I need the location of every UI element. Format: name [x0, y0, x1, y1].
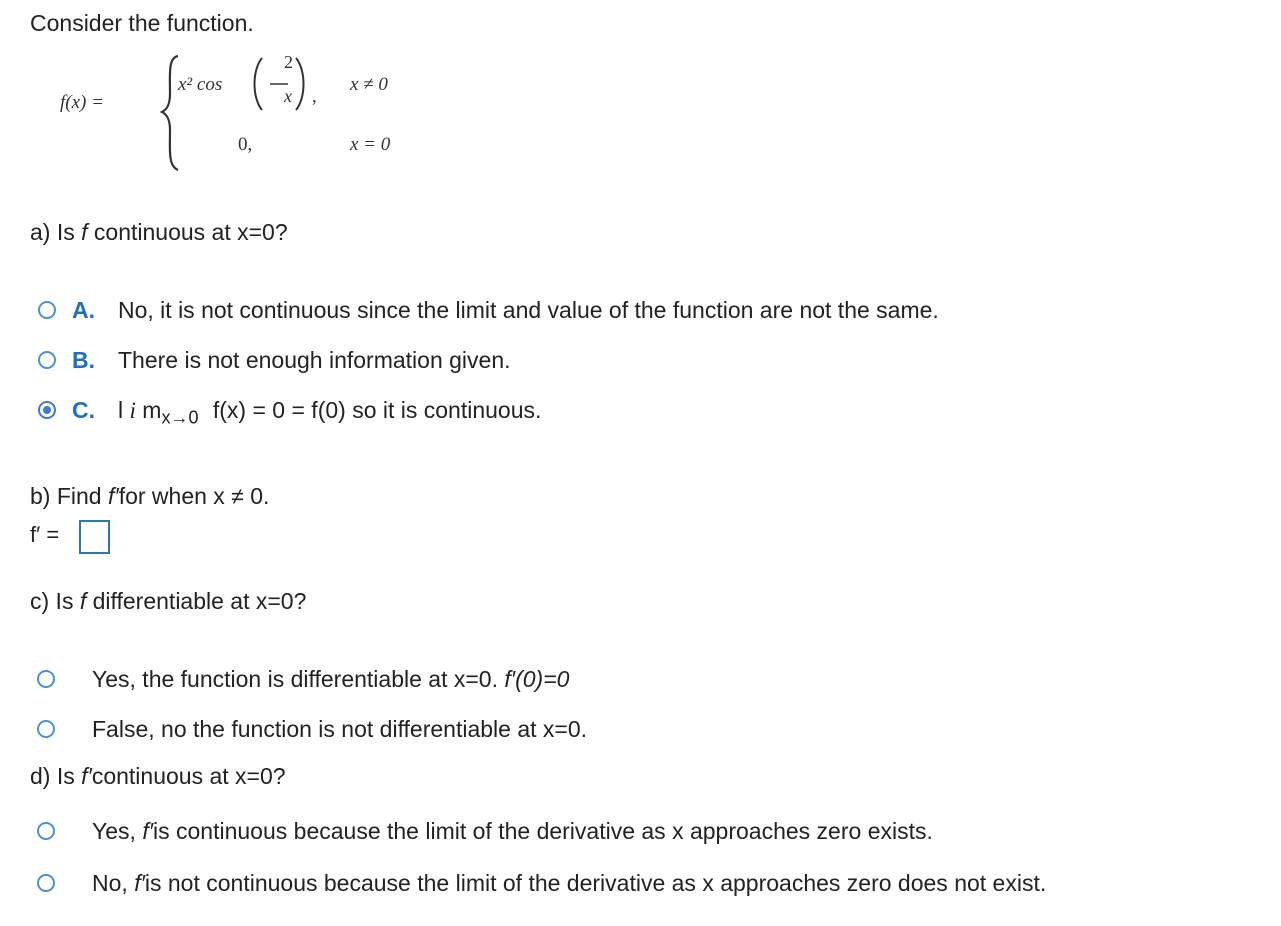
fraction-denominator: x — [284, 86, 292, 106]
left-paren — [255, 58, 263, 110]
radio-a-option-a[interactable] — [38, 301, 56, 319]
function-fprime: f′ — [134, 870, 145, 896]
radio-c-option-false[interactable] — [37, 720, 55, 738]
option-c-statement: f(x) = 0 = f(0) so it is continuous. — [212, 397, 542, 423]
fprime-zero-value: f′(0)=0 — [504, 666, 570, 692]
case1-condition: x ≠ 0 — [350, 74, 388, 95]
option-c-letter: C. — [72, 397, 95, 423]
question-b-prefix: b) Find — [30, 483, 108, 509]
lim-m: m — [142, 397, 162, 423]
lim-subscript: x→0 — [161, 407, 199, 428]
radio-a-option-c[interactable] — [38, 401, 56, 419]
piecewise-formula — [60, 46, 460, 176]
option-d-yes-text — [92, 818, 933, 845]
fraction-numerator: 2 — [284, 52, 293, 72]
question-d-suffix: continuous at x=0? — [91, 763, 286, 789]
question-a-suffix: continuous at x=0? — [87, 219, 288, 245]
lim-i: i — [129, 398, 136, 423]
case1-comma: , — [312, 86, 317, 107]
question-c — [30, 588, 306, 615]
fprime-answer-input[interactable] — [79, 520, 110, 554]
radio-c-option-yes[interactable] — [37, 670, 55, 688]
function-f: f — [79, 588, 87, 614]
question-b-suffix: for when x ≠ 0. — [118, 483, 270, 509]
question-c-prefix: c) Is — [30, 588, 80, 614]
option-c-yes-statement: Yes, the function is differentiable at x=0. — [92, 666, 505, 692]
case2-condition: x = 0 — [350, 134, 391, 155]
option-d-no-pre: No, — [92, 870, 135, 896]
option-a-text: No, it is not continuous since the limit and value of the function are not the same. — [118, 297, 939, 323]
lim-l: l — [118, 397, 124, 423]
question-c-suffix: differentiable at x=0? — [86, 588, 307, 614]
question-d — [30, 763, 286, 790]
radio-a-option-b[interactable] — [38, 351, 56, 369]
function-fprime: f′ — [142, 818, 154, 844]
parenthesized-fraction — [250, 54, 310, 114]
radio-d-option-yes[interactable] — [37, 822, 55, 840]
option-b-text: There is not enough information given. — [118, 347, 511, 373]
case2-expression: 0, — [238, 134, 253, 155]
option-c-text — [118, 397, 541, 429]
question-b — [30, 483, 269, 510]
question-a-prefix: a) Is — [30, 219, 82, 245]
option-d-yes-pre: Yes, — [92, 818, 143, 844]
question-a — [30, 219, 288, 246]
option-b-letter: B. — [72, 347, 95, 373]
option-a-letter: A. — [72, 297, 95, 323]
function-f: f — [81, 219, 88, 245]
problem-title: Consider the function. — [30, 10, 254, 36]
function-fprime: f′ — [81, 763, 92, 789]
question-d-prefix: d) Is — [30, 763, 82, 789]
option-d-no-text — [92, 870, 1046, 897]
option-c-yes-text — [92, 666, 569, 693]
formula-lhs: f(x) = — [60, 92, 104, 113]
option-c-false-text: False, no the function is not differentiable at x=0. — [92, 716, 588, 742]
case1-expression: x² cos — [178, 74, 223, 95]
option-d-no-statement: is not continuous because the limit of the derivative as x approaches zero does not exist. — [144, 870, 1047, 896]
left-brace-icon — [160, 54, 182, 174]
answer-label: f′ = — [30, 522, 60, 547]
radio-d-option-no[interactable] — [37, 874, 55, 892]
option-d-yes-statement: is continuous because the limit of the derivative as x approaches zero exists. — [153, 818, 933, 844]
right-paren — [296, 58, 304, 110]
function-fprime: f′ — [107, 483, 119, 509]
